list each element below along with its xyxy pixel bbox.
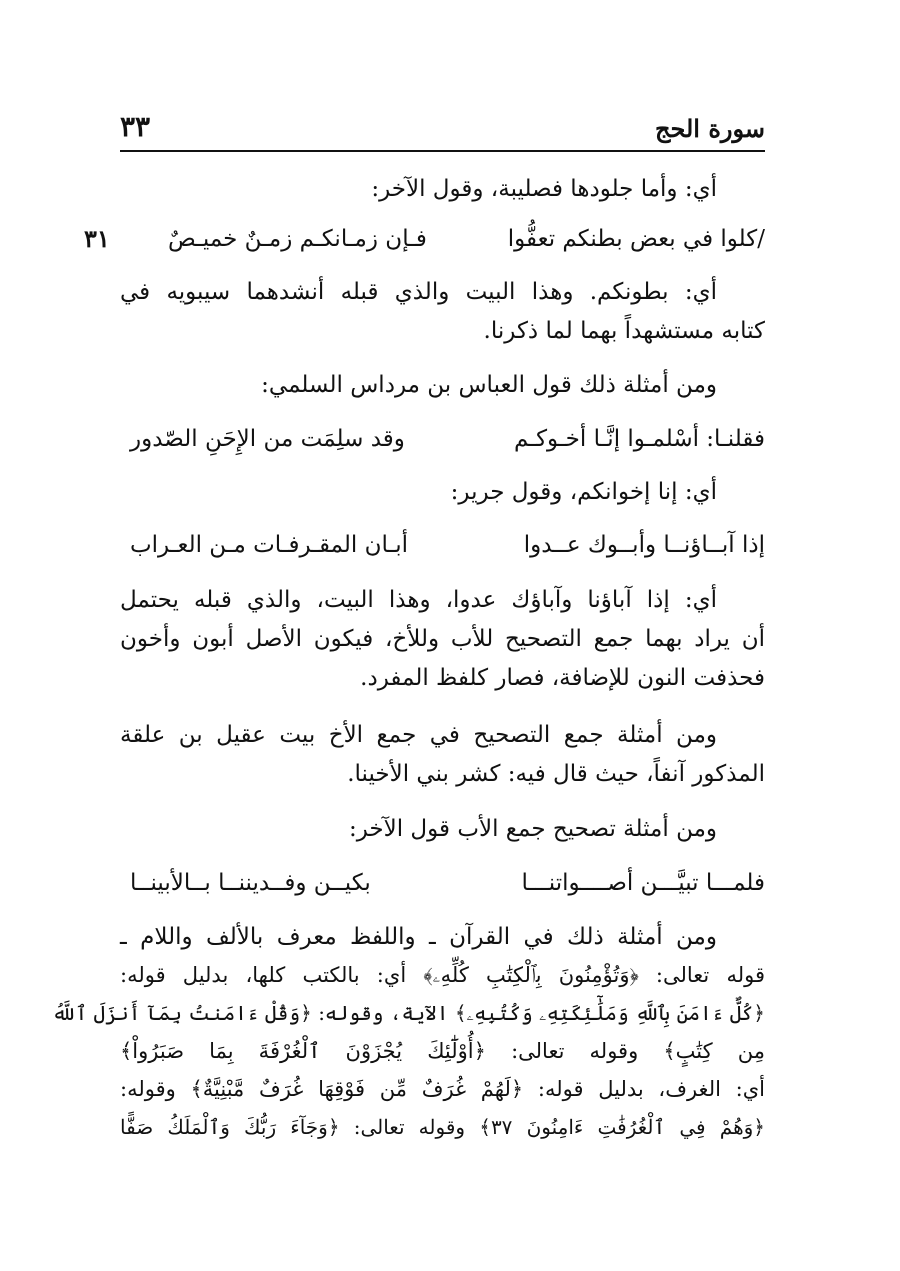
poetry-verse xyxy=(120,422,765,456)
text-line: أي: إنا إخوانكم، وقول جرير: xyxy=(450,479,717,505)
text-line: ومن أمثلة ذلك قول العباس بن مرداس السلمي: xyxy=(261,372,717,398)
text-line: ﴿كُلٌّ ءَامَنَ بِٱللَّهِ وَمَلَٰٓئِكَتِهِۦ وَكُتُبِهِۦ﴾ الآية، وقوله: ﴿وَقُلْ ءَامَنتُ بِمَآ أَنزَلَ ٱللَّهُ xyxy=(52,1001,765,1025)
text-line: أي: الغرف، بدليل قوله: ﴿لَهُمْ غُرَفٌ مِّن فَوْقِهَا غُرَفٌ مَّبْنِيَّةٌ﴾ وقوله: xyxy=(120,1077,765,1101)
text-line: ومن أمثلة ذلك في القرآن ـ واللفظ معرف بالألف واللام ـ xyxy=(120,924,717,950)
text-line: أي: بطونكم. وهذا البيت والذي قبله أنشدهما سيبويه في xyxy=(120,279,717,305)
text-line: المذكور آنفاً، حيث قال فيه: كشر بني الأخينا. xyxy=(347,761,765,787)
poetry-verse xyxy=(120,866,765,900)
verse-first-hemistich: /كلوا في بعض بطنكم تعفُّوا xyxy=(507,226,765,252)
text-line: كتابه مستشهداً بهما لما ذكرنا. xyxy=(483,318,765,344)
surah-title: سورة الحج xyxy=(655,114,765,143)
text-line: قوله تعالى: ﴿وَتُؤْمِنُونَ بِٱلْكِتَٰبِ كُلِّهِۦ﴾ أي: بالكتب كلها، بدليل قوله: xyxy=(120,963,765,987)
text-line: ﴿وَهُمْ فِي ٱلْغُرُفَٰتِ ءَامِنُونَ ٣٧﴾ وقوله تعالى: ﴿وَجَآءَ رَبُّكَ وَٱلْمَلَكُ صَفًّا xyxy=(120,1115,765,1139)
text-line: أن يراد بهما جمع التصحيح للأب وللأخ، فيكون الأصل أبون وأخون xyxy=(120,626,765,652)
text-line: ومن أمثلة تصحيح جمع الأب قول الآخر: xyxy=(348,816,717,842)
verse-second-hemistich: أبـان المقـرفـات مـن العـراب xyxy=(130,532,409,558)
verse-first-hemistich: فقلنـا: أسْلمـوا إنَّـا أخـوكـم xyxy=(514,426,765,452)
margin-page-reference: ٣١ xyxy=(84,224,110,253)
page-number: ٣٣ xyxy=(120,110,151,143)
text-line: أي: وأما جلودها فصليبة، وقول الآخر: xyxy=(371,176,717,202)
poetry-verse xyxy=(120,222,765,256)
verse-second-hemistich: فـإن زمـانكـم زمـنٌ خميـصٌ xyxy=(168,226,427,252)
page-header xyxy=(120,110,765,152)
text-line: مِن كِتَٰبٍ﴾ وقوله تعالى: ﴿أُوْلَٰٓئِكَ يُجْزَوْنَ ٱلْغُرْفَةَ بِمَا صَبَرُواْ﴾ xyxy=(120,1039,765,1063)
poetry-verse xyxy=(120,528,765,562)
text-line: فحذفت النون للإضافة، فصار كلفظ المفرد. xyxy=(360,665,765,691)
verse-first-hemistich: فلمـــا تبيَّـــن أصــــواتنـــا xyxy=(521,870,765,896)
verse-second-hemistich: وقد سلِمَت من الإِحَنِ الصّدور xyxy=(130,426,405,452)
verse-second-hemistich: بكيــن وفــديننــا بــالأبينــا xyxy=(130,870,371,896)
text-line: ومن أمثلة جمع التصحيح في جمع الأخ بيت عقيل بن علقة xyxy=(120,722,717,748)
text-line: أي: إذا آباؤنا وآباؤك عدوا، وهذا البيت، والذي قبله يحتمل xyxy=(120,587,717,613)
verse-first-hemistich: إذا آبــاؤنــا وأبــوك عــدوا xyxy=(523,532,765,558)
